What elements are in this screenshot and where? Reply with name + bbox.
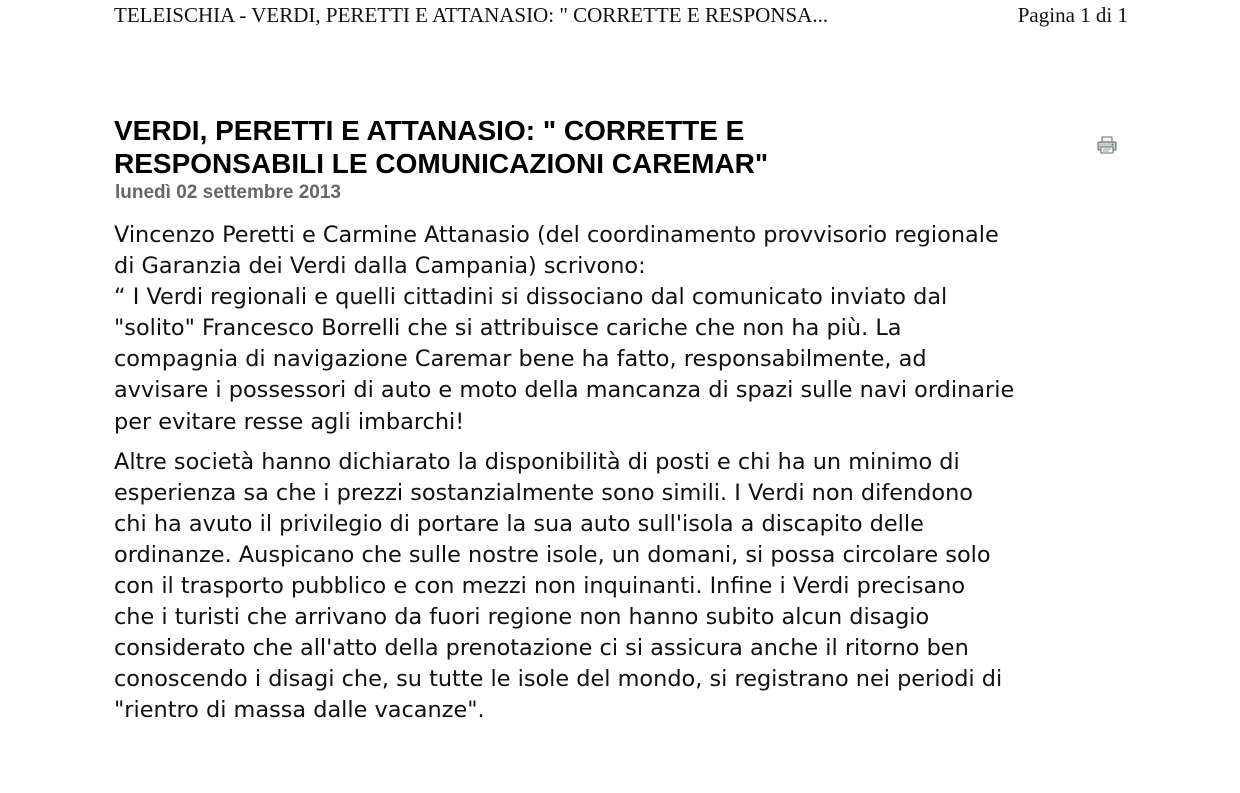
- print-icon[interactable]: [1097, 136, 1117, 154]
- paragraph: Altre società hanno dichiarato la disponibilità di posti e chi ha un minimo di esperienza sa che i prezzi sostanzialmente sono simili. I Verdi non difendono chi ha avuto il privilegio di portare la sua auto sull'isola a discapito delle ordinanze. Auspicano che sulle nostre isole, un domani, si possa circolare solo con il trasporto pubblico e con mezzi non inquinanti. Infine i Verdi precisano che i turisti che arrivano da fuori regione non hanno subito alcun disagio considerato che all'atto della prenotazione ci si assicura anche il ritorno ben conoscendo i disagi che, su tutte le isole del mondo, si registrano nei periodi di "rientro di massa dalle vacanze".: [114, 448, 1003, 724]
- page-header: [114, 2, 1128, 28]
- article-body: [114, 220, 1134, 727]
- paragraph: Vincenzo Peretti e Carmine Attanasio (del coordinamento provvisorio regionale di Garanzia dei Verdi dalla Campania) scrivono: “ I Verdi regionali e quelli cittadini si dissociano dal comunicato inviato dal "solito" Francesco Borrelli che si attribuisce cariche che non ha più. La compagnia di navigazione Caremar bene ha fatto, responsabilmente, ad avvisare i possessori di auto e moto della mancanza di spazi sulle navi ordinarie per evitare resse agli imbarchi!: [114, 222, 1015, 435]
- article-title: VERDI, PERETTI E ATTANASIO: " CORRETTE E RESPONSABILI LE COMUNICAZIONI CAREMAR": [114, 115, 769, 179]
- page-number: Pagina 1 di 1: [1017, 3, 1128, 27]
- article-date: lunedì 02 settembre 2013: [115, 182, 341, 203]
- running-title: TELEISCHIA - VERDI, PERETTI E ATTANASIO: " CORRETTE E RESPONSA...: [114, 3, 829, 27]
